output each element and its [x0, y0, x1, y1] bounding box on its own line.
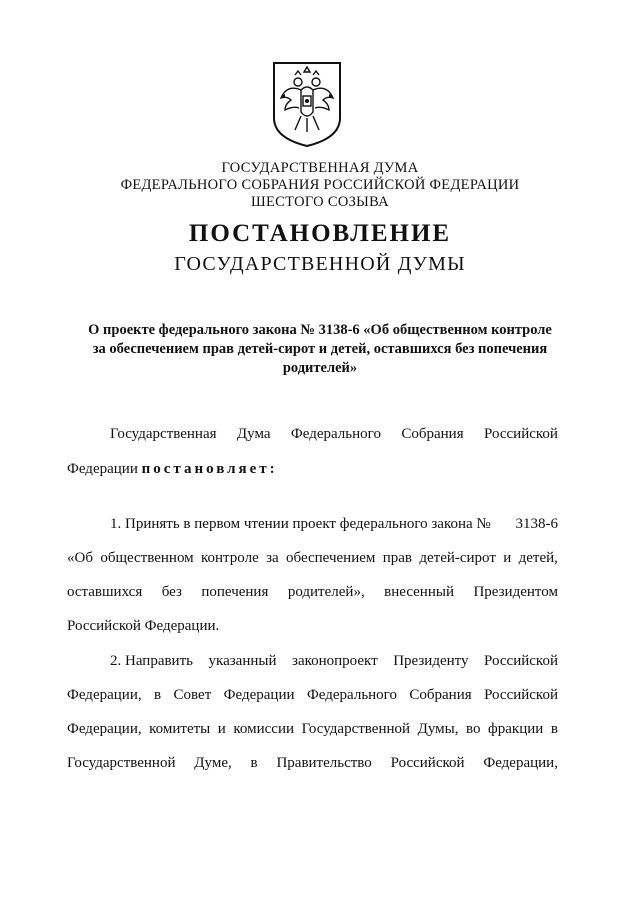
word: оставшихся [67, 584, 143, 600]
word: Президентом [473, 584, 558, 600]
para1-line-4: Российской Федерации. [67, 618, 220, 634]
intro-federation: Федерации [67, 461, 138, 477]
word: «Об [67, 550, 93, 566]
para1-line-1 [110, 516, 558, 533]
document-subtitle: ГОСУДАРСТВЕННОЙ ДУМЫ [174, 253, 466, 275]
intro-line-1 [110, 426, 558, 443]
word: детей-сирот [419, 550, 496, 566]
word: Федерации [223, 687, 295, 703]
word: Федерации, [67, 721, 142, 737]
word: указанный [208, 653, 277, 669]
word: без [161, 584, 182, 600]
intro-line-2 [67, 461, 558, 478]
para2-line-1 [110, 653, 558, 670]
word: Российской [484, 653, 558, 669]
word: Думы, [417, 721, 459, 737]
word: в [154, 687, 162, 703]
para1-text: 1. Принять в первом чтении проект федерального закона № [110, 516, 491, 532]
para1-law-number: 3138-6 [515, 516, 558, 532]
document-title: ПОСТАНОВЛЕНИЕ [188, 220, 452, 247]
word: Государственной [301, 721, 411, 737]
word: Государственной [67, 755, 176, 771]
word: комиссии [233, 721, 295, 737]
subject-line-1: О проекте федерального закона № 3138-6 «Об общественном контроле [88, 322, 552, 338]
subject-line-2: за обеспечением прав детей-сирот и детей, оставшихся без попечения [92, 341, 548, 357]
word: и [503, 550, 512, 566]
word: комитеты [149, 721, 211, 737]
word: Совет [173, 687, 212, 703]
intro-word: Собрания [401, 426, 464, 442]
word: за [266, 550, 279, 566]
para2-line-4 [67, 755, 558, 772]
word: контроле [201, 550, 259, 566]
header-line-3: ШЕСТОГО СОЗЫВА [251, 194, 389, 210]
word: законопроект [292, 653, 378, 669]
word: обеспечением [286, 550, 376, 566]
word: родителей», [287, 584, 365, 600]
header-line-2: ФЕДЕРАЛЬНОГО СОБРАНИЯ РОССИЙСКОЙ ФЕДЕРАЦИИ [120, 177, 520, 193]
para1-line-3 [67, 584, 558, 601]
word: в [550, 721, 558, 737]
para1-line-2 [67, 550, 558, 567]
word: Федерации, [67, 687, 142, 703]
word: общественном [100, 550, 194, 566]
intro-word: Дума [236, 426, 271, 442]
state-emblem-icon [271, 60, 343, 148]
word: детей, [518, 550, 558, 566]
word: фракции [488, 721, 544, 737]
word: попечения [201, 584, 269, 600]
intro-word: Государственная [110, 426, 217, 442]
word: Российской [390, 755, 465, 771]
word: Федерации, [483, 755, 558, 771]
word: внесенный [384, 584, 454, 600]
word: во [466, 721, 481, 737]
word: Российской [484, 687, 558, 703]
word: в [250, 755, 258, 771]
word: Думе, [194, 755, 232, 771]
intro-word: Российской [484, 426, 558, 442]
word: Федерального [306, 687, 397, 703]
subject-line-3: родителей» [282, 360, 358, 376]
intro-word: Федерального [290, 426, 381, 442]
para2-line-3 [67, 721, 558, 738]
header-line-1: ГОСУДАРСТВЕННАЯ ДУМА [221, 160, 419, 176]
word: и [217, 721, 226, 737]
word: Собрания [409, 687, 472, 703]
word: Правительство [276, 755, 372, 771]
intro-resolves: постановляет: [141, 461, 278, 477]
para2-line-2 [67, 687, 558, 704]
word: 2. Направить [110, 653, 193, 669]
word: Президенту [393, 653, 469, 669]
word: прав [382, 550, 412, 566]
